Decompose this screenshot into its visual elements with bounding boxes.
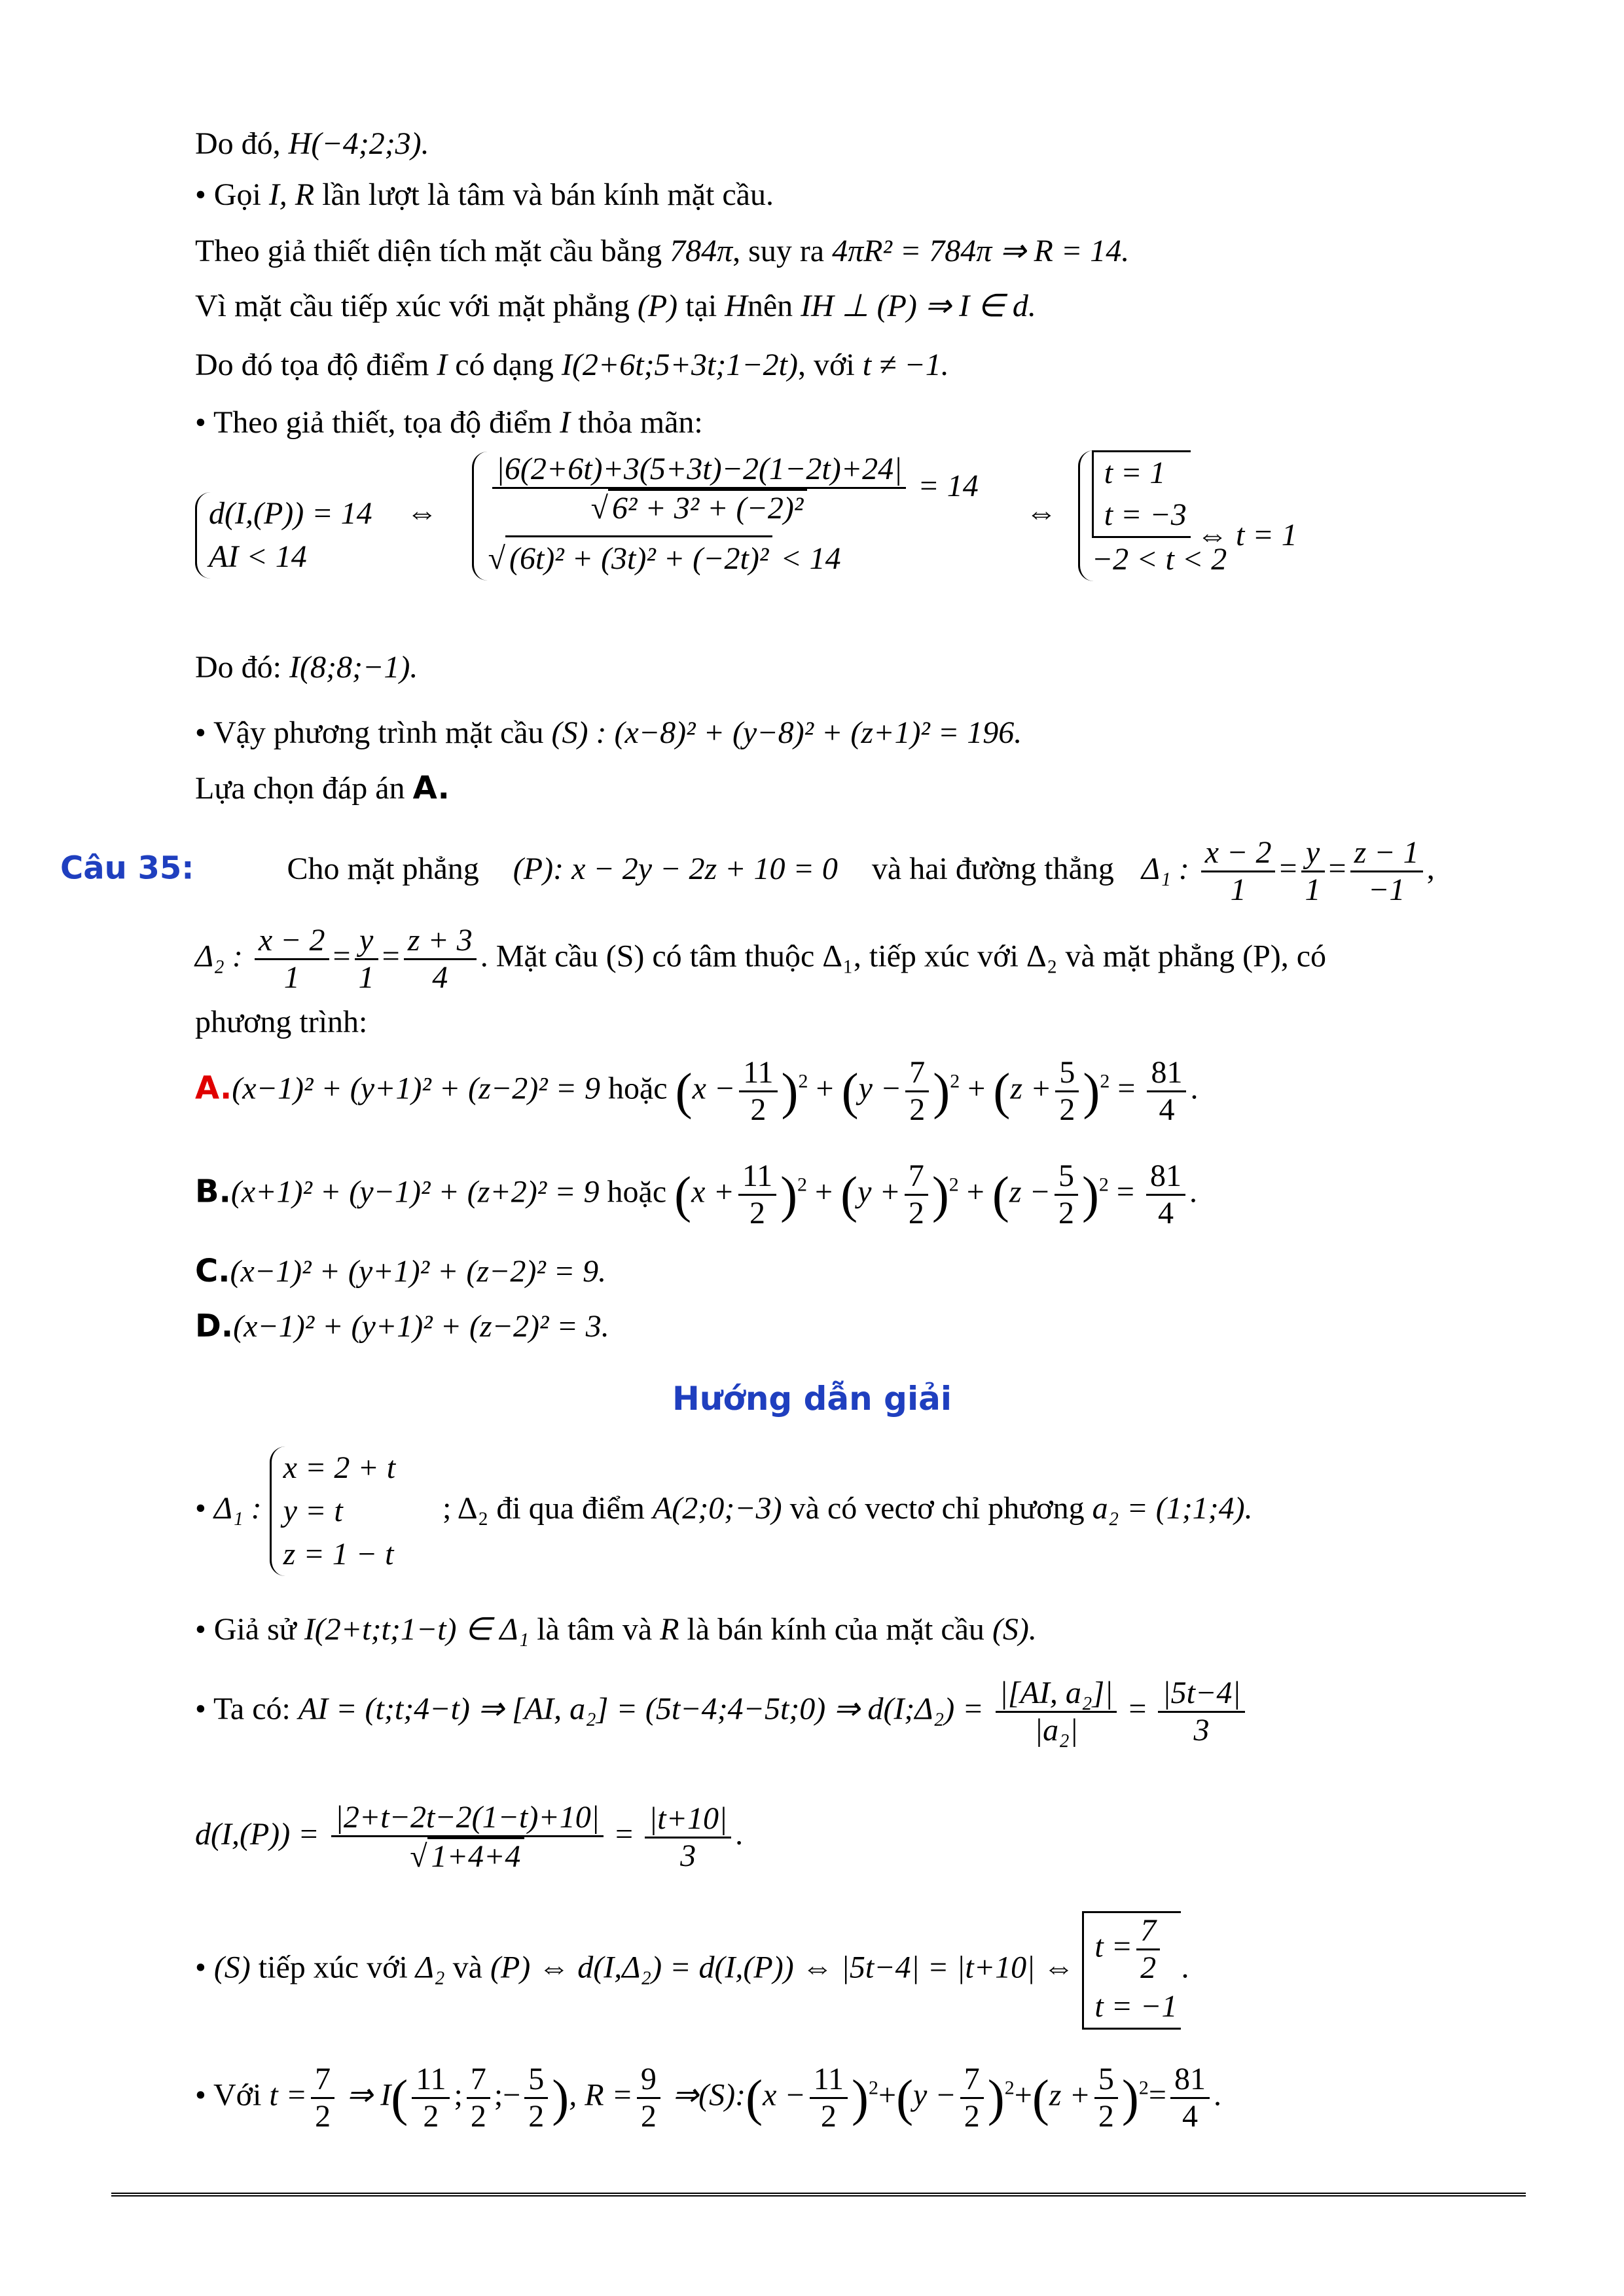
- line-area: Theo giả thiết diện tích mặt cầu bằng 784π, suy ra 4πR² = 784π ⇒ R = 14.: [195, 234, 1130, 268]
- line-condition: • Theo giả thiết, tọa độ điểm I thỏa mãn:: [195, 405, 703, 440]
- solution-line-6: • Với t = $\frac{7}{2}$ ⇒ I( $\frac{11}{2}$ ; $\frac{7}{2}$ ;− $\frac{5}{2}$ ), R = $\frac{9}{2}$ ⇒(S):(x − $\frac{11}{2}$ )$^2$+(y − $\frac{7}{2}$ )$^2$+(z + $\frac{5}{2}$ )$^2$= $\frac{81}{4}$ .: [195, 2062, 1221, 2134]
- footer-rule: [111, 2193, 1526, 2199]
- solution-line-5: • (S) tiếp xúc với Δ₂ và (P) ⇔ d(I,Δ₂) = d(I,(P)) ⇔ |5t−4| = |t+10| ⇔ t = $\frac{7}{2}$ t = −1 .: [195, 1911, 1526, 2030]
- option-b[interactable]: B.(x+1)² + (y−1)² + (z+2)² = 9 hoặc (x + $\frac{11}{2}$ )$^2$ + (y + $\frac{7}{2}$ )$^2$ + (z − $\frac{5}{2}$ )$^2$ = $\frac{81}{4}$ .: [195, 1158, 1197, 1230]
- solution-line-4: d(I,(P)) = $\frac{|2+t-2t-2(1-t)+10|}{√ 1+4+4}$ = $\frac{|t+10|}{3}$ .: [195, 1800, 744, 1874]
- line-define-IR: • Gọi I, R lần lượt là tâm và bán kính mặt cầu.: [195, 177, 774, 212]
- solution-line-2: • Giả sử I(2+t;t;1−t) ∈ Δ₁ là tâm và R là bán kính của mặt cầu (S).: [195, 1612, 1037, 1647]
- right-system: t = 1 t = −3 −2 < t < 2: [1078, 450, 1227, 581]
- question-35-row1: Câu 35: Cho mặt phẳng (P): x − 2y − 2z + 10 = 0 và hai đường thẳng Δ₁ : $\frac{x - 2}{1}$ = $\frac{y}{1}$ = $\frac{z - 1}{-1}$ ,: [60, 835, 1435, 907]
- option-c[interactable]: C.(x−1)² + (y+1)² + (z−2)² = 9.: [195, 1253, 607, 1289]
- left-system: d(I,(P)) = 14 AI < 14: [195, 492, 372, 579]
- solution-line-1: • Δ₁ : x = 2 + t y = t z = 1 − t ; Δ₂ đi qua điểm A(2;0;−3) và có vectơ chỉ phương a₂ = (1;1;4).: [195, 1446, 1526, 1597]
- option-d[interactable]: D.(x−1)² + (y+1)² + (z−2)² = 3.: [195, 1308, 609, 1344]
- line-tangent: Vì mặt cầu tiếp xúc với mặt phẳng (P) tại Hnên IH ⊥ (P) ⇒ I ∈ d.: [195, 289, 1036, 323]
- question-35-row2: Δ₂ : $\frac{x - 2}{1}$ = $\frac{y}{1}$ = $\frac{z + 3}{4}$ . Mặt cầu (S) có tâm thuộc Δ₁, tiếp xúc với Δ₂ và mặt phẳng (P), có: [195, 923, 1327, 995]
- system-equations: d(I,(P)) = 14 AI < 14 ⇔ $\frac{|6(2+6t)+3(5+3t)-2(1-2t)+24|}{\text{√ 6² + 3² + (−2)²}}$ = 14 √ (6t)² + (3t)² + (−2t)² < 14 ⇔ t = 1 t = −3 −2 < t < 2 ⇔ t = 1: [195, 450, 1526, 640]
- solution-line-3: • Ta có: AI = (t;t;4−t) ⇒ [AI, a₂] = (5t−4;4−5t;0) ⇒ d(I;Δ₂) = $\frac{\text{|[AI, a₂]|}}{\text{|a₂|}}$ = $\frac{|5t-4|}{3}$: [195, 1676, 1526, 1748]
- solution-heading: Hướng dẫn giải: [672, 1380, 952, 1418]
- line-answer: Lựa chọn đáp án A.: [195, 770, 450, 806]
- option-a[interactable]: A.(x−1)² + (y+1)² + (z−2)² = 9 hoặc (x − $\frac{11}{2}$ )$^2$ + (y − $\frac{7}{2}$ )$^2$ + (z + $\frac{5}{2}$ )$^2$ = $\frac{81}{4}$ .: [195, 1055, 1199, 1127]
- line-H: Do đó, H(−4;2;3).: [195, 126, 429, 161]
- question-label: Câu 35:: [60, 850, 194, 887]
- question-35-row3: phương trình:: [195, 1005, 368, 1039]
- line-I-result: Do đó: I(8;8;−1).: [195, 650, 418, 685]
- line-sphere-eq: • Vậy phương trình mặt cầu (S) : (x−8)² + (y−8)² + (z+1)² = 196.: [195, 715, 1022, 750]
- middle-system: $\frac{|6(2+6t)+3(5+3t)-2(1-2t)+24|}{\text{√ 6² + 3² + (−2)²}}$ = 14 √ (6t)² + (3t)² + (−2t)² < 14: [472, 452, 979, 581]
- line-I-form: Do đó tọa độ điểm I có dạng I(2+6t;5+3t;1−2t), với t ≠ −1.: [195, 348, 949, 382]
